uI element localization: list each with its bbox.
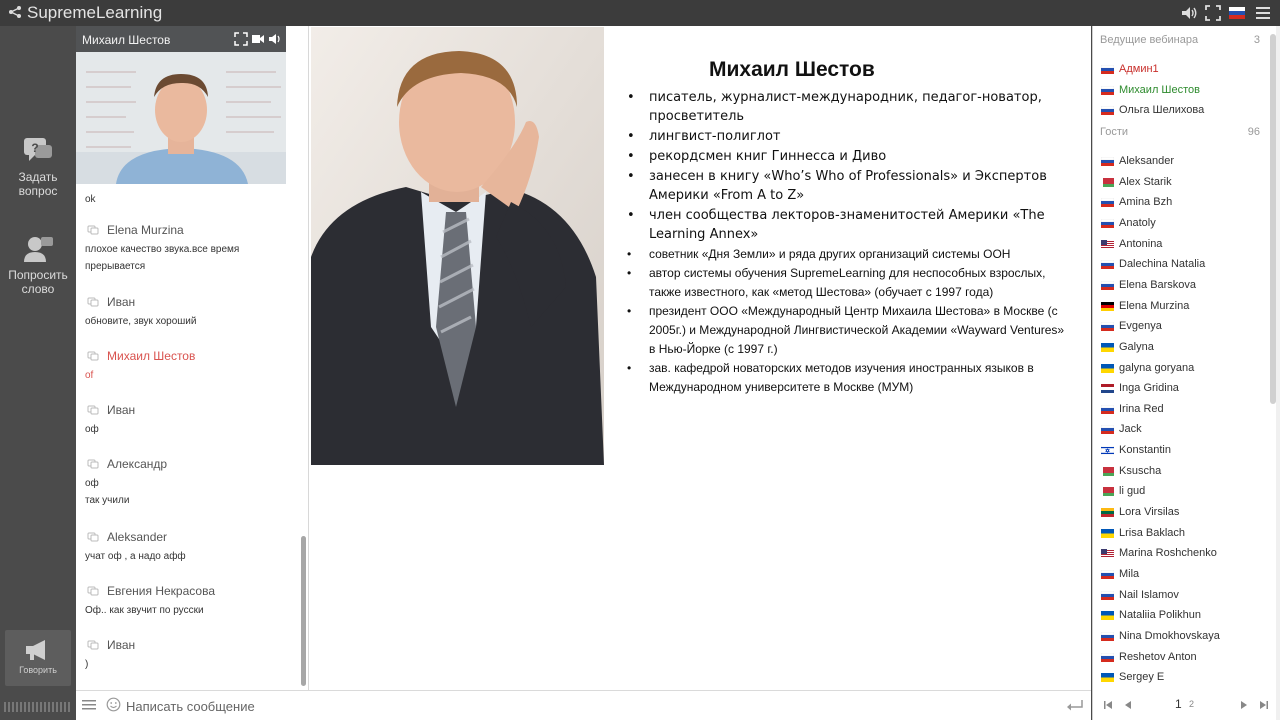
- chat-message: [85, 222, 297, 275]
- participant-name: Antonina: [1119, 237, 1163, 250]
- quote-icon[interactable]: [87, 296, 99, 308]
- participant-name: Админ1: [1119, 63, 1159, 75]
- flag-ua-icon: [1101, 529, 1114, 538]
- speak-button[interactable]: [5, 630, 71, 686]
- volume-icon[interactable]: [1180, 4, 1198, 22]
- speak-label: Говорить: [19, 665, 57, 675]
- quote-icon[interactable]: [87, 531, 99, 543]
- participant-name: Amina Bzh: [1119, 196, 1173, 209]
- flag-ru-icon: [1101, 653, 1114, 662]
- chat-panel: [76, 26, 309, 690]
- message-author[interactable]: [85, 222, 297, 238]
- flag-lt-icon: [1101, 508, 1114, 517]
- chat-message: [85, 294, 297, 330]
- participant-name: Nina Dmokhovskaya: [1119, 629, 1220, 642]
- chat-messages[interactable]: [76, 188, 302, 688]
- speaker-icon[interactable]: [268, 32, 282, 46]
- ask-question-label: Задать вопрос: [18, 170, 58, 198]
- chat-message: [85, 348, 297, 384]
- request-word-button[interactable]: [0, 234, 76, 296]
- participant-name: Lrisa Baklach: [1119, 526, 1186, 539]
- hosts-header: [1100, 34, 1270, 46]
- chat-message: [85, 456, 297, 509]
- message-author-name: Иван: [107, 295, 136, 309]
- quote-icon[interactable]: [87, 639, 99, 651]
- participant-item[interactable]: [1101, 234, 1271, 254]
- participant-name: Irina Red: [1119, 402, 1164, 415]
- bio-bullets: [627, 88, 1067, 397]
- participants-panel: [1092, 26, 1280, 720]
- chat-message: [85, 188, 297, 208]
- message-text: ok: [85, 194, 96, 205]
- video-header: [76, 26, 286, 52]
- chat-message: [85, 637, 297, 673]
- top-bar: [0, 0, 1280, 26]
- message-text: оф: [85, 424, 99, 435]
- flag-ru-icon: [1101, 425, 1114, 434]
- hosts-count: 3: [1253, 34, 1260, 46]
- flag-us-icon: [1101, 240, 1114, 249]
- bio-bullet: • советник «Дня Земли» и ряда других организаций системы ООН: [627, 245, 1067, 264]
- flag-ru-icon[interactable]: [1229, 6, 1245, 20]
- participant-name: Evgenya: [1119, 320, 1162, 333]
- participants-pager: [1093, 692, 1280, 718]
- participant-item[interactable]: [1101, 440, 1271, 460]
- message-author[interactable]: [85, 529, 297, 545]
- message-text: обновите, звук хороший: [85, 316, 197, 327]
- bio-bullet: • зав. кафедрой новаторских методов изучения иностранных языков в Международном университете в Москве (МУМ): [627, 359, 1067, 397]
- bio-bullet: • автор системы обучения SupremeLearning для неспособных взрослых, также известного, как «метод Шестова» (обучает с 1997 года): [627, 264, 1067, 302]
- message-author-name: Александр: [107, 457, 168, 471]
- participant-name: Galyna: [1119, 340, 1154, 353]
- participant-name: Reshetov Anton: [1119, 650, 1197, 663]
- question-bubble-icon: [21, 136, 55, 166]
- flag-by-icon: [1101, 487, 1114, 496]
- participant-name: Elena Barskova: [1119, 278, 1197, 291]
- flag-by-icon: [1101, 467, 1114, 476]
- participant-name: Dalechina Natalia: [1119, 258, 1206, 271]
- quote-icon[interactable]: [87, 458, 99, 470]
- message-author[interactable]: [85, 456, 297, 472]
- next-page-icon[interactable]: [1239, 700, 1249, 710]
- participant-name: Marina Roshchenko: [1119, 547, 1217, 560]
- message-author[interactable]: [85, 637, 297, 653]
- flag-ru-icon: [1101, 260, 1114, 269]
- message-author-name: Elena Murzina: [107, 223, 184, 237]
- message-author[interactable]: [85, 348, 297, 364]
- flag-ru-icon: [1101, 198, 1114, 207]
- participant-item[interactable]: [1101, 605, 1271, 625]
- message-author[interactable]: [85, 583, 297, 599]
- participant-item[interactable]: [1101, 647, 1271, 667]
- message-text: ): [85, 659, 89, 670]
- message-author-name: Иван: [107, 403, 136, 417]
- flag-ru-icon: [1101, 405, 1114, 414]
- participant-item[interactable]: [1101, 100, 1271, 120]
- flag-nl-icon: [1101, 384, 1114, 393]
- participant-item[interactable]: [1101, 254, 1271, 274]
- bio-bullet: • занесен в книгу «Who’s Who of Professionals» и Экспертов Америки «From A to Z»: [627, 167, 1067, 205]
- quote-icon[interactable]: [87, 350, 99, 362]
- svg-text:?: ?: [31, 141, 39, 155]
- slide-title: Михаил Шестов: [709, 58, 875, 81]
- flag-us-icon: [1101, 549, 1114, 558]
- participant-name: galyna goryana: [1119, 361, 1195, 374]
- participant-item[interactable]: [1101, 626, 1271, 646]
- left-rail: [0, 26, 76, 720]
- participant-name: Anatoly: [1119, 216, 1156, 229]
- chat-scrollbar[interactable]: [301, 536, 306, 686]
- message-author[interactable]: [85, 402, 297, 418]
- flag-ua-icon: [1101, 611, 1114, 620]
- participant-item[interactable]: [1101, 419, 1271, 439]
- flag-ru-icon: [1101, 570, 1114, 579]
- expand-icon[interactable]: [234, 32, 248, 46]
- fullscreen-icon[interactable]: [1204, 4, 1222, 22]
- flag-il-icon: [1101, 446, 1114, 455]
- message-author[interactable]: [85, 294, 297, 310]
- current-page[interactable]: 1: [1175, 697, 1182, 711]
- first-page-icon[interactable]: [1103, 700, 1113, 710]
- flag-ua-icon: [1101, 673, 1114, 682]
- guests-label: Гости: [1100, 126, 1129, 138]
- message-text: Оф.. как звучит по русски: [85, 605, 204, 616]
- participant-item[interactable]: [1101, 59, 1271, 79]
- presenter-video-frame: [76, 52, 286, 184]
- presenter-video[interactable]: [76, 26, 286, 184]
- bio-bullet: • рекордсмен книг Гиннесса и Диво: [627, 147, 1067, 166]
- participant-name: Ольга Шелихова: [1119, 104, 1205, 117]
- participant-name: Elena Murzina: [1119, 299, 1190, 312]
- participant-item[interactable]: [1101, 378, 1271, 398]
- participant-name: Alex Starik: [1119, 175, 1172, 188]
- participant-item[interactable]: [1101, 502, 1271, 522]
- app-title: SupremeLearning: [27, 3, 163, 22]
- message-author-name: Евгения Некрасова: [107, 584, 215, 598]
- flag-ru-icon: [1101, 86, 1114, 95]
- participant-item[interactable]: [1101, 358, 1271, 378]
- participant-item[interactable]: [1101, 585, 1271, 605]
- hosts-label: Ведущие вебинара: [1100, 34, 1199, 46]
- participant-name: Mila: [1119, 568, 1140, 580]
- participant-item[interactable]: [1101, 337, 1271, 357]
- participant-name: Михаил Шестов: [1119, 83, 1200, 96]
- participant-item[interactable]: [1101, 172, 1271, 192]
- guests-count: 96: [1247, 126, 1260, 138]
- participant-name: Konstantin: [1119, 444, 1171, 457]
- message-text: оф: [85, 478, 99, 489]
- presenter-photo: [311, 27, 604, 465]
- participant-item[interactable]: [1101, 275, 1271, 295]
- participant-name: Nataliia Polikhun: [1119, 609, 1201, 622]
- bio-bullet: • лингвист-полиглот: [627, 127, 1067, 146]
- message-text: плохое качество звука.все время: [85, 244, 240, 255]
- guests-header: [1100, 126, 1270, 138]
- message-text: of: [85, 370, 94, 381]
- chat-message: [85, 583, 297, 619]
- presenter-name: Михаил Шестов: [82, 33, 171, 47]
- flag-ru-icon: [1101, 591, 1114, 600]
- participant-name: Ksuscha: [1119, 464, 1162, 477]
- flag-ua-icon: [1101, 364, 1114, 373]
- emoji-icon[interactable]: [106, 697, 121, 712]
- quote-icon[interactable]: [87, 585, 99, 597]
- right-edge-strip: [1276, 26, 1280, 720]
- flag-by-icon: [1101, 178, 1114, 187]
- participant-item[interactable]: [1101, 151, 1271, 171]
- participant-name: Sergey E: [1119, 671, 1165, 684]
- message-text: так учили: [85, 495, 130, 506]
- participant-name: li gud: [1119, 485, 1146, 498]
- request-word-label: Попросить слово: [8, 268, 68, 296]
- flag-ru-icon: [1101, 157, 1114, 166]
- person-speaking-icon: [21, 234, 55, 264]
- chat-message: [85, 402, 297, 438]
- bio-bullet: • член сообщества лекторов-знаменитостей Америки «The Learning Annex»: [627, 206, 1067, 244]
- prev-page-icon[interactable]: [1123, 700, 1133, 710]
- participant-item[interactable]: [1101, 399, 1271, 419]
- quote-icon[interactable]: [87, 224, 99, 236]
- message-text: прерывается: [85, 261, 146, 272]
- flag-ru-icon: [1101, 65, 1114, 74]
- participant-name: Inga Gridina: [1119, 382, 1179, 395]
- participant-item[interactable]: [1101, 296, 1271, 316]
- message-author-name: Михаил Шестов: [107, 349, 196, 363]
- participant-name: Nail Islamov: [1119, 588, 1179, 601]
- share-icon[interactable]: [8, 5, 22, 19]
- chat-message: [85, 529, 297, 565]
- participant-name: Jack: [1119, 423, 1142, 436]
- participant-name: Aleksander: [1119, 155, 1175, 167]
- message-text: учат оф , а надо афф: [85, 551, 186, 562]
- presentation-slide: [309, 26, 1091, 690]
- flag-ru-icon: [1101, 281, 1114, 290]
- last-page-icon[interactable]: [1259, 700, 1269, 710]
- participant-item[interactable]: [1101, 80, 1271, 100]
- flag-de-icon: [1101, 302, 1114, 311]
- participant-item[interactable]: [1101, 316, 1271, 336]
- flag-ru-icon: [1101, 219, 1114, 228]
- participant-name: Lora Virsilas: [1119, 506, 1180, 519]
- send-icon[interactable]: [1066, 699, 1084, 713]
- participant-item[interactable]: [1101, 461, 1271, 481]
- message-author-name: Aleksander: [107, 530, 168, 544]
- flag-ru-icon: [1101, 106, 1114, 115]
- participant-item[interactable]: [1101, 667, 1271, 687]
- participant-item[interactable]: [1101, 564, 1271, 584]
- participant-item[interactable]: [1101, 523, 1271, 543]
- megaphone-icon: [23, 638, 53, 662]
- flag-ua-icon: [1101, 343, 1114, 352]
- menu-icon[interactable]: [1254, 4, 1272, 22]
- participant-item[interactable]: [1101, 192, 1271, 212]
- quote-icon[interactable]: [87, 404, 99, 416]
- bio-bullet: • писатель, журналист-международник, педагог-новатор, просветитель: [627, 88, 1067, 126]
- participant-item[interactable]: [1101, 481, 1271, 501]
- ask-question-button[interactable]: [0, 136, 76, 198]
- bio-bullet: • президент ООО «Международный Центр Михаила Шестова» в Москве (с 2005г.) и Международной Лингвистической Академии «Wayward Ventures» в Нью-Йорке (с 1997 г.): [627, 302, 1067, 359]
- flag-ru-icon: [1101, 322, 1114, 331]
- message-input[interactable]: [126, 695, 1026, 717]
- message-bar: [76, 690, 1091, 720]
- participant-item[interactable]: [1101, 213, 1271, 233]
- next-page-number[interactable]: 2: [1189, 699, 1195, 709]
- camera-icon[interactable]: [251, 32, 265, 46]
- message-author-name: Иван: [107, 638, 136, 652]
- flag-ru-icon: [1101, 632, 1114, 641]
- audio-level-meter: [4, 702, 72, 712]
- participant-item[interactable]: [1101, 543, 1271, 563]
- chat-menu-icon[interactable]: [82, 699, 96, 711]
